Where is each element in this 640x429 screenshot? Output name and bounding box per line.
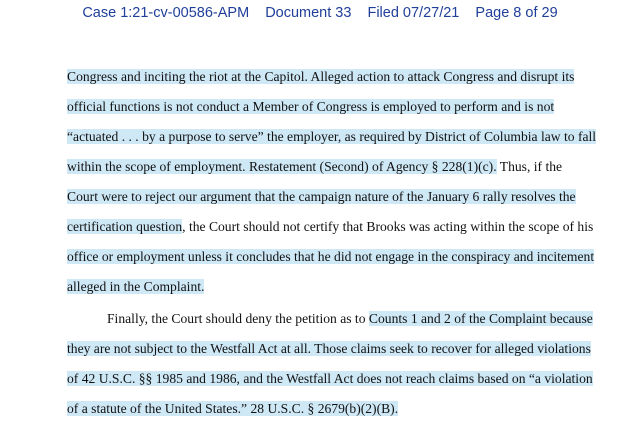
highlighted-text: “actuated . . . by a purpose to serve” the employer, as required by District of Columbia law to fall: [67, 129, 597, 144]
document-number: Document 33: [265, 5, 352, 21]
highlighted-text: Counts 1 and 2 of the Complaint because: [368, 311, 593, 326]
filed-date: Filed 07/27/21: [367, 5, 460, 21]
text-line: [67, 400, 398, 418]
line-text: , the Court should not certify that Brooks was acting within the scope of his: [182, 219, 594, 234]
highlighted-text: of a statute of the United States.” 28 U.S.C. § 2679(b)(2)(B).: [67, 401, 399, 416]
line-text: Finally, the Court should deny the petition as to: [107, 311, 369, 326]
text-line: [67, 128, 596, 146]
text-line: [67, 68, 574, 86]
text-line: [67, 188, 576, 206]
highlighted-text: office or employment unless it concludes that he did not engage in the conspiracy and incitement: [67, 249, 595, 264]
text-line: [67, 370, 593, 388]
highlighted-text: certification question: [67, 219, 183, 234]
highlighted-text: Court were to reject our argument that the campaign nature of the January 6 rally resolves the: [67, 189, 576, 204]
highlighted-text: within the scope of employment. Restatement (Second) of Agency § 228(1)(c).: [67, 159, 497, 174]
highlighted-text: they are not subject to the Westfall Act at all. Those claims seek to recover for alleged violations: [67, 341, 591, 356]
text-line: [67, 158, 562, 176]
highlighted-text: of 42 U.S.C. §§ 1985 and 1986, and the Westfall Act does not reach claims based on “a violation: [67, 371, 593, 386]
highlighted-text: official functions is not conduct a Member of Congress is employed to perform and is not: [67, 99, 555, 114]
text-line: [67, 278, 204, 296]
highlighted-text: Congress and inciting the riot at the Capitol. Alleged action to attack Congress and disrupt its: [67, 69, 575, 84]
text-line: [67, 98, 554, 116]
text-line: [67, 218, 593, 236]
text-line: [67, 340, 591, 358]
text-line: [107, 310, 593, 328]
page-number: Page 8 of 29: [475, 5, 558, 21]
text-line: [67, 248, 594, 266]
line-text: Thus, if the: [496, 159, 563, 174]
page-header: [0, 5, 640, 21]
case-number: Case 1:21-cv-00586-APM: [82, 5, 250, 21]
highlighted-text: alleged in the Complaint.: [67, 279, 205, 294]
